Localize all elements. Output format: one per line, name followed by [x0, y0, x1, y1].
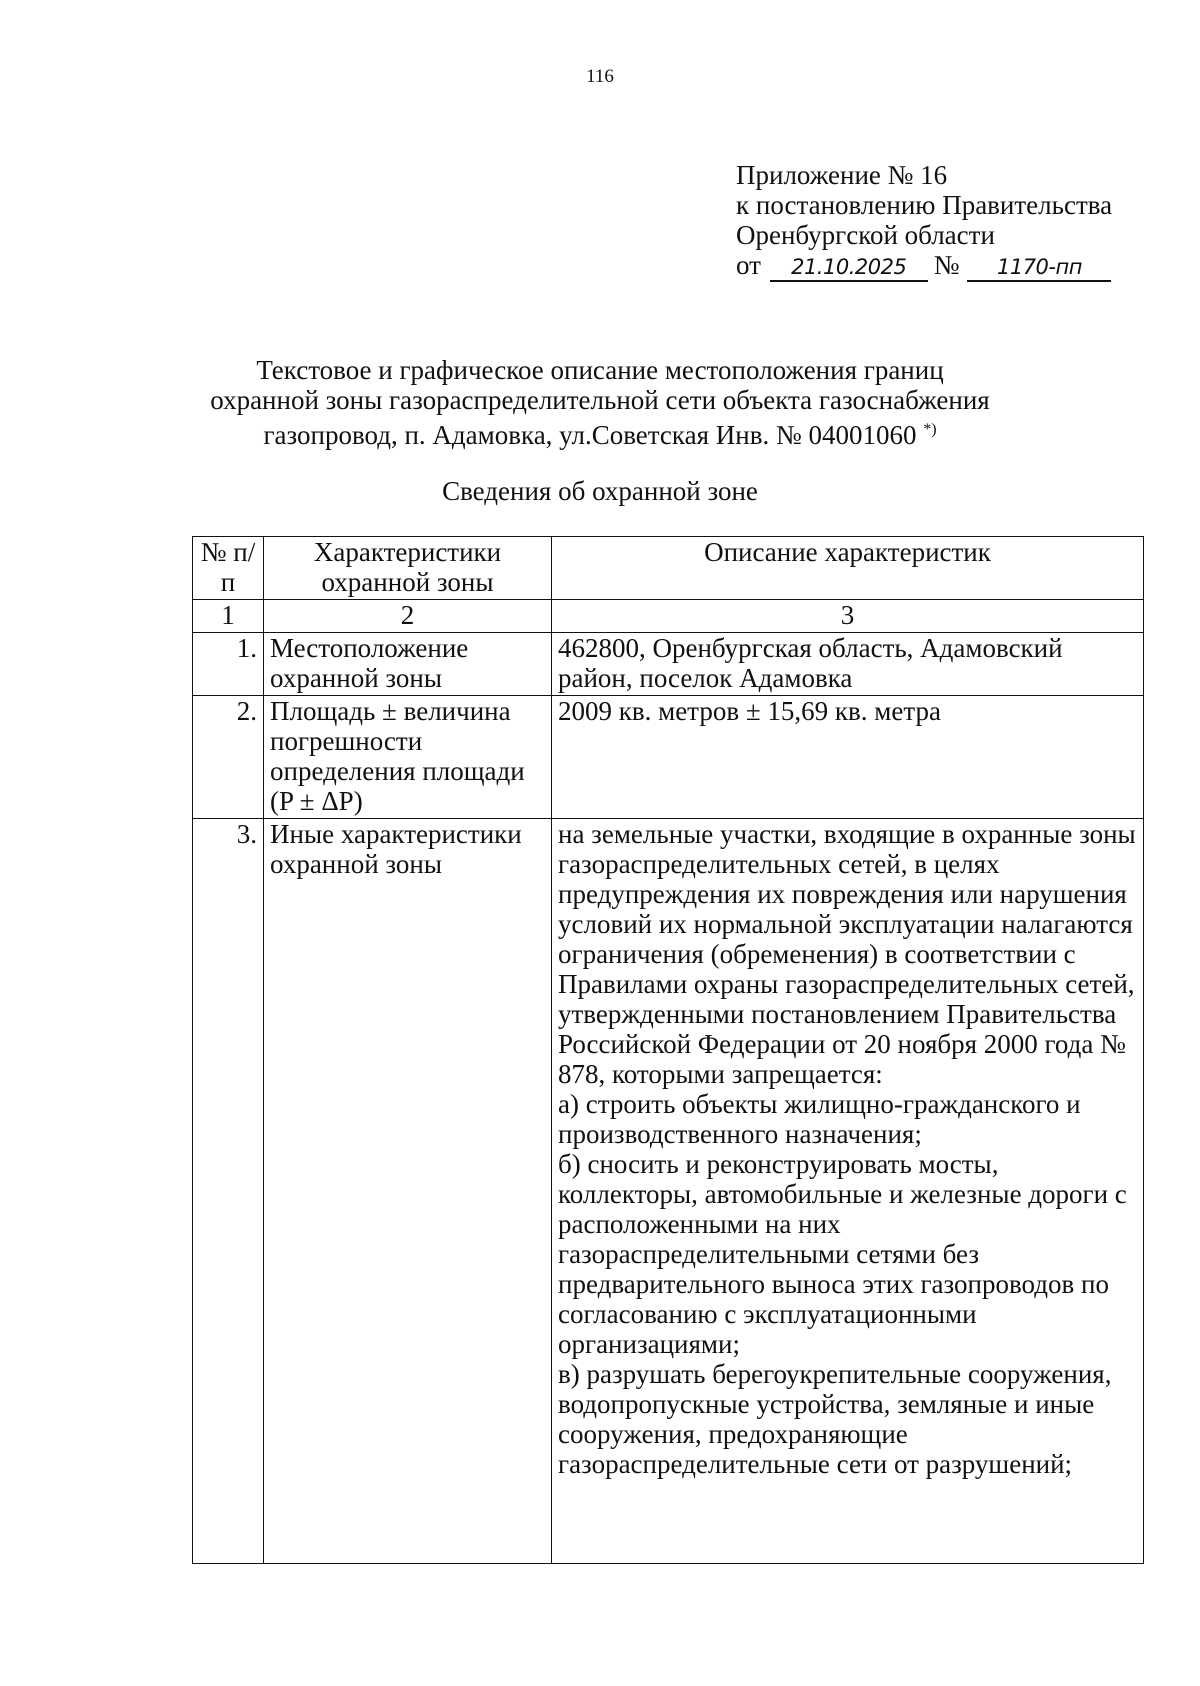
appendix-line-1: Приложение № 16: [736, 160, 948, 190]
row-characteristic: Местоположение охранной зоны: [264, 633, 552, 696]
list-item: а) строить объекты жилищно-гражданского и производственного назначения;: [558, 1089, 1081, 1149]
row-description-cell: [552, 819, 1144, 1564]
row-num: 1.: [193, 633, 264, 696]
title-line-3: газопровод, п. Адамовка, ул.Советская Инв. № 04001060: [263, 420, 917, 450]
header-characteristic: Характеристики охранной зоны: [264, 537, 552, 600]
title-line-3-wrapper: [0, 415, 1200, 450]
date-prefix: от: [736, 250, 761, 280]
footnote-mark: *): [923, 421, 937, 438]
table-row: [193, 696, 1144, 819]
title-line-2: охранной зоны газораспределительной сети объекта газоснабжения: [210, 385, 990, 415]
document-title: [0, 355, 1200, 450]
appendix-date-line: [736, 250, 1112, 282]
row-num: 3.: [193, 819, 264, 1564]
column-number-row: [193, 600, 1144, 633]
appendix-line-3: Оренбургской области: [736, 220, 995, 250]
list-item: в) разрушать берегоукрепительные сооружения, водопропускные устройства, земляные и иные сооружения, предохраняющие газораспределительные сети от разрушений;: [558, 1359, 1112, 1479]
row-description: на земельные участки, входящие в охранные зоны газораспределительных сетей, в целях предупреждения их повреждения или нарушения условий их нормальной эксплуатации налагаются ограничения (обременения) в соответствии с Правилами охраны газораспределительных сетей, утвержденными постановлением Правительства Российской Федерации от 20 ноября 2000 года № 878, которыми запрещается:: [558, 819, 1136, 1089]
table-header-row: [193, 537, 1144, 600]
handwritten-number: 1170-пп: [967, 254, 1111, 282]
zone-table: [192, 536, 1144, 1564]
row-num: 2.: [193, 696, 264, 819]
column-number: 2: [264, 600, 552, 633]
header-description: Описание характеристик: [552, 537, 1144, 600]
page-number: 116: [586, 66, 614, 87]
column-number: 1: [193, 600, 264, 633]
number-prefix: №: [933, 250, 960, 280]
row-characteristic: Иные характеристики охранной зоны: [264, 819, 552, 1564]
row-description: 2009 кв. метров ± 15,69 кв. метра: [552, 696, 1144, 819]
list-item: б) сносить и реконструировать мосты, коллекторы, автомобильные и железные дороги с расположенными на них газораспределительными сетями без предварительного выноса этих газопроводов по согласованию с эксплуатационными организациями;: [558, 1149, 1127, 1359]
row-characteristic: Площадь ± величина погрешности определения площади (P ± ΔP): [264, 696, 552, 819]
title-line-1: Текстовое и графическое описание местоположения границ: [256, 355, 944, 385]
appendix-block: [736, 160, 1112, 282]
table-row: [193, 819, 1144, 1564]
table-row: [193, 633, 1144, 696]
row-description: 462800, Оренбургская область, Адамовский район, поселок Адамовка: [552, 633, 1144, 696]
column-number: 3: [552, 600, 1144, 633]
handwritten-date: 21.10.2025: [770, 254, 928, 282]
appendix-line-2: к постановлению Правительства: [736, 190, 1113, 220]
section-subtitle: Сведения об охранной зоне: [442, 476, 758, 506]
header-num: № п/п: [193, 537, 264, 600]
